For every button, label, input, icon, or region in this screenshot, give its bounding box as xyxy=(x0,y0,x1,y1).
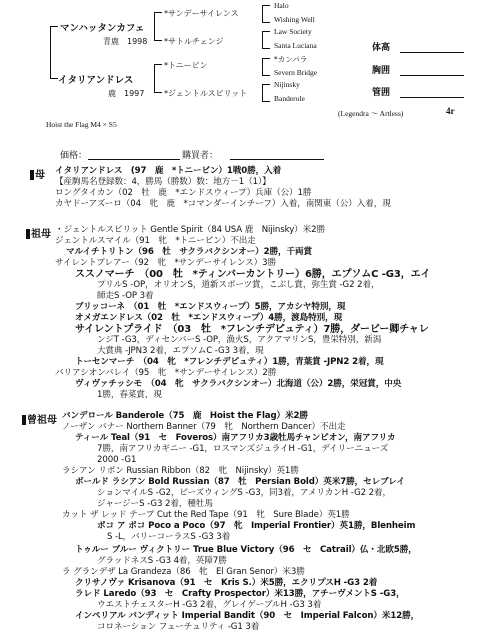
granddam-line-1: ・ジェントルスピリット Gentle Spirit（84 USA 鹿 Nijinsky）米2勝 xyxy=(55,225,326,235)
ggd-line-8b: グラッドネスS -G3 4着，英障7勝 xyxy=(97,556,227,566)
granddam-line-7: オメガエンドレス（02 牡 *エンドスウィープ）4勝，渡島特別，現 xyxy=(75,313,343,323)
dam-line-3: ロングタイカン（02 牡 鹿 *エンドスウィープ）兵庫（公）1勝 xyxy=(55,188,312,198)
bracket-line xyxy=(262,101,270,102)
ggd-line-3c: 2000 -G1 xyxy=(97,455,137,465)
price-field xyxy=(88,159,180,160)
ggd-line-1: バンデロール Banderole（75 鹿 Hoist the Flag）米2勝 xyxy=(62,411,308,421)
bracket-line xyxy=(262,84,270,85)
ss-sire: Halo xyxy=(274,1,289,10)
granddam-line-5: ススノマーチ （00 牡 *ティンバーカントリー）6勝，エプソムC -G3，エイ xyxy=(75,269,431,280)
inbreeding-note: Hoist the Flag M4 × S5 xyxy=(46,120,117,129)
girth-field xyxy=(400,75,464,76)
ggd-line-11b: ウエストチェスターH -G3 2着，グレイゲーブルH -G3 3着 xyxy=(97,600,322,610)
granddam-line-6: ブリッコーネ （01 牡 *エンドスウィープ）5勝，アカシヤ特別，現 xyxy=(75,302,346,312)
bracket-line xyxy=(262,58,270,59)
ggd-line-7: ポコ ア ポコ Poco a Poco（97 牝 Imperial Frontier）英1勝，Blenheim xyxy=(97,521,416,531)
sd-sire: Law Society xyxy=(274,27,312,36)
bracket-line xyxy=(262,58,263,75)
bracket-line xyxy=(262,84,263,101)
granddam-line-5b: プリルS -OP，オリオンS，道新スポーツ賞，こぶし賞，弥生賞 -G2 2着， xyxy=(97,280,380,290)
ggd-line-5: ボールド ラシアン Bold Russian（87 牡 Persian Bold）英米7勝，セレブレイ xyxy=(75,477,405,487)
bracket-line xyxy=(154,12,155,40)
sire-name: マンハッタンカフェ xyxy=(60,23,145,34)
sire-dam: *サトルチェンジ xyxy=(164,37,224,46)
cannon-label: 管囲 xyxy=(372,88,391,98)
section-label-granddam: 祖母 xyxy=(26,225,51,240)
dam-line-4: カヤドーアズーロ（04 牝 鹿 *コマンダーインチーフ）入着，南関東（公）入着，現 xyxy=(55,199,391,209)
ggd-line-12b: コロネーション フューチュリティ -G1 3着 xyxy=(97,622,260,632)
ggd-line-5b: ションマイルS -G2，ビーズウィングS -G3，同3着，アメリカンH -G2 2着， xyxy=(97,488,391,498)
ggd-line-3: ティール Teal（91 セ Foveros）南アフリカ3歳牡馬チャンピオン，南アフリカ xyxy=(75,433,396,443)
sire-info: 青鹿 1998 xyxy=(103,37,148,46)
ds-sire: *カンパラ xyxy=(274,55,308,64)
family-note: (Legendra ～ Artless) xyxy=(338,109,404,118)
family-number: 4r xyxy=(446,106,455,116)
dd-dam: Banderole xyxy=(274,94,305,103)
granddam-line-4: サイレントプレアー（92 牝 *サンデーサイレンス）3勝 xyxy=(55,258,276,268)
girth-label: 胸囲 xyxy=(372,66,391,76)
sire-sire: *サンデーサイレンス xyxy=(164,9,239,18)
ggd-line-6: カット ザ レッド テープ Cut the Red Tape（91 牝 Sure Blade）英1勝 xyxy=(62,510,350,520)
bracket-line xyxy=(154,64,155,92)
bracket-line xyxy=(50,78,58,79)
dam-line-1: イタリアンドレス (97 鹿 *トニービン）1戦0勝，入着 xyxy=(55,166,282,176)
buyer-label: 購買者： xyxy=(182,151,219,161)
price-label: 価格： xyxy=(60,151,88,161)
bracket-line xyxy=(154,92,162,93)
ggd-line-10: クリサノヴァ Krisanova（91 セ Kris S.）米5勝，エクリプスH -G3 2着 xyxy=(75,578,378,588)
cannon-field xyxy=(400,97,464,98)
ggd-line-12: インペリアル バンディット Imperial Bandit（90 セ Imperial Falcon）米12勝， xyxy=(75,611,420,621)
ggd-line-8: トゥルー ブルー ヴィクトリー True Blue Victory（96 セ Catrail）仏・北欧5勝， xyxy=(75,545,417,555)
granddam-line-8: サイレントプライド （03 牡 *フレンチデピュティ）7勝，ダービー卿チャレ xyxy=(75,324,429,335)
bracket-line xyxy=(154,40,162,41)
section-label-greatgranddam: 曾祖母 xyxy=(22,411,57,426)
bracket-line xyxy=(262,22,270,23)
granddam-line-2: ジェントルスマイル（91 牝 *トニービン）不出走 xyxy=(55,236,256,246)
bracket-line xyxy=(262,48,270,49)
height-label: 体高 xyxy=(372,43,391,53)
granddam-line-10: バリアシオンバレイ（95 牝 *サンデーサイレンス）2勝 xyxy=(55,368,277,378)
granddam-line-3: マルイチトリトン（96 牡 サクラバクシンオー）2勝，千両賞 xyxy=(66,247,312,257)
bracket-line xyxy=(154,12,162,13)
section-label-dam: 母 xyxy=(30,166,45,181)
bracket-line xyxy=(262,31,263,48)
ss-dam: Wishing Well xyxy=(274,15,315,24)
dam-info: 鹿 1997 xyxy=(108,89,145,98)
ggd-line-2: ノーザン バナー Northern Banner（79 牝 Northern Dancer）不出走 xyxy=(62,422,346,432)
bracket-line xyxy=(50,26,58,27)
ggd-line-11: ラレド Laredo（93 セ Crafty Prospector）米13勝，アチーヴメントS -G3， xyxy=(75,589,405,599)
ggd-line-7b: S -L，バリーコーラスS -G3 3着 xyxy=(107,532,231,542)
sd-dam: Santa Luciana xyxy=(274,41,317,50)
dam-name: イタリアンドレス xyxy=(58,75,134,86)
bracket-line xyxy=(50,26,51,78)
buyer-field xyxy=(230,159,324,160)
granddam-line-5c: 師走S -OP 3着 xyxy=(97,291,154,301)
granddam-line-9: トーセンマーチ （04 牝 *フレンチデピュティ）1勝，青葉賞 -JPN2 2着，現 xyxy=(75,357,384,367)
ggd-line-3b: 7勝，南アフリカギニー -G1，ロスマンズジュライH -G1，デイリーニューズ xyxy=(97,444,389,454)
granddam-line-11: ヴィヴァチッシモ （04 牝 サクラバクシンオー）北海道（公）2勝，栄冠賞，中央 xyxy=(75,379,402,389)
dam-sire: *トニービン xyxy=(164,61,208,70)
dam-line-2: 【産駒馬名登録数：4，勝馬（勝数）数：地方－1（1）】 xyxy=(55,177,271,187)
bracket-line xyxy=(262,5,263,22)
granddam-line-8b: ンジT -G3，ディセンバーS -OP，漁火S，アクアマリンS，豊栄特別，新潟 xyxy=(97,335,382,345)
granddam-line-11b: 1勝，春菜賞，現 xyxy=(97,390,162,400)
ds-dam: Severn Bridge xyxy=(274,68,318,77)
dam-dam: *ジェントルスピリット xyxy=(164,89,248,98)
ggd-line-4: ラシアン リボン Russian Ribbon（82 牝 Nijinsky）英1勝 xyxy=(62,466,299,476)
granddam-line-8c: 大賞典 -JPN3 2着，エプソムC -G3 3着，現 xyxy=(97,346,264,356)
bracket-line xyxy=(262,75,270,76)
ggd-line-5c: ジャージーS -G3 2着，種牡馬 xyxy=(97,499,213,509)
height-field xyxy=(400,52,464,53)
bracket-line xyxy=(262,5,270,6)
ggd-line-9: ラ グランデザ La Grandeza（86 牝 El Gran Senor）米3勝 xyxy=(62,567,305,577)
bracket-line xyxy=(262,31,270,32)
dd-sire: Nijinsky xyxy=(274,80,300,89)
bracket-line xyxy=(154,64,162,65)
